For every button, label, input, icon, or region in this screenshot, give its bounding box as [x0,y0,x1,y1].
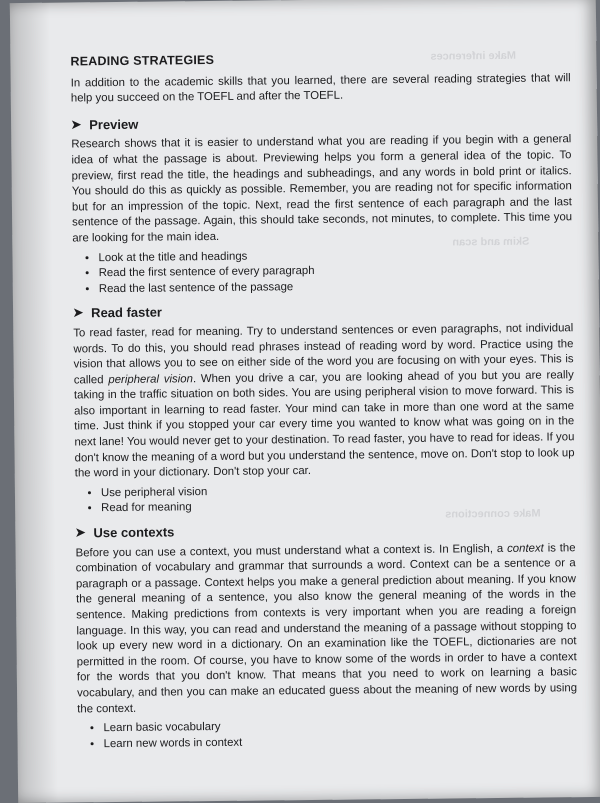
page-content [70,49,577,761]
section-heading-label: Preview [89,116,139,133]
book-page [10,0,600,803]
list-item: • Read the last sentence of the passage [99,277,573,298]
paragraph-text: Before you can use a context, you must understand what a context is. In English, a [75,542,508,560]
list-item: • Look at the title and headings [98,246,572,267]
arrow-icon: ➤ [73,305,84,320]
arrow-icon: ➤ [71,117,82,132]
section-paragraph: Research shows that it is easier to understand what you are reading if you begin with a general idea of what the passage is about. Previewing helps you form a general idea of the topic. To preview, first read the title, the headings and subheadings, and any words in bold print or italics. You should do this as quickly as possible. Remember, you are reading not for specific information but for an impression of the topic. Next, read the first sentence of each paragraph and the last sentence of the passage. Again, this should take seconds, not minutes, to complete. This time you are looking for the main idea. [71,133,573,245]
bullet-list [77,716,577,752]
list-item: • Read for meaning [101,497,575,518]
list-item: • Learn basic vocabulary [103,716,577,737]
section-heading-label: Read faster [91,304,163,321]
section-paragraph [73,321,575,482]
paragraph-text: To read faster, read for meaning. Try to understand sentences or even paragraphs, not individual words. To do this, you should read phrases instead of reading word by word. Practice using the vision that allows you to see on either side of the word you are focusing on with your eyes. This is called [73,322,574,387]
list-item: • Learn new words in context [104,732,578,753]
paragraph-text: . When you drive a car, you are looking ahead of you but you are really taking in the traffic situation on both sides. You are using peripheral vision to move forward. This is also important in learning to read faster. Your mind can take in more than one word at the same time. Just think if you stopped your car every time you wanted to know what was going on in the next lane! You would never get to your destination. To read faster, you have to read for ideas. If you don't know the meaning of a word but you understand the sentence, move on. Don't stop to look up the word in your dictionary. Don't stop your car. [73,368,575,480]
bullet-list [75,481,575,517]
bleed-through-text: Make inferences [430,49,517,63]
section-heading-read-faster [73,301,573,322]
section-heading-preview [71,112,571,133]
list-item: • Read the first sentence of every paragraph [99,261,573,282]
emphasized-term: peripheral vision [108,372,193,386]
page-title: READING STRATEGIES [70,52,215,69]
list-item: • Use peripheral vision [101,481,575,502]
paragraph-text: is the combination of vocabulary and grammar that surrounds a word. Context can be a sentence or a paragraph or a passage. Context helps you make a general prediction about meaning. If you know the general meaning of a sentence, you also know the general meaning of the words in the sentence. Making predictions from contexts is very important when you are reading a foreign language. In this way, you can read and understand the meaning of a passage without stopping to look up every new word in a dictionary. On an examination like the TOEFL, dictionaries are not permitted in the room. Of course, you have to know some of the words in order to have a context for the words that you don't know. That means that you need to work on learning a basic vocabulary, and then you can make an educated guess about the meaning of new words by using the context. [75,541,578,715]
section-paragraph [76,541,578,718]
bleed-through-text: Make connections [445,507,541,521]
intro-paragraph: In addition to the academic skills that you learned, there are several reading strategies that will help you succeed on the TOEFL and after the TOEFL. [70,71,571,105]
bleed-through-text: Skim and scan [452,235,530,249]
arrow-icon: ➤ [75,525,86,540]
section-heading-label: Use contexts [93,524,175,541]
emphasized-term: context [507,542,544,555]
bullet-list [72,246,572,298]
section-heading-use-contexts [75,520,575,541]
